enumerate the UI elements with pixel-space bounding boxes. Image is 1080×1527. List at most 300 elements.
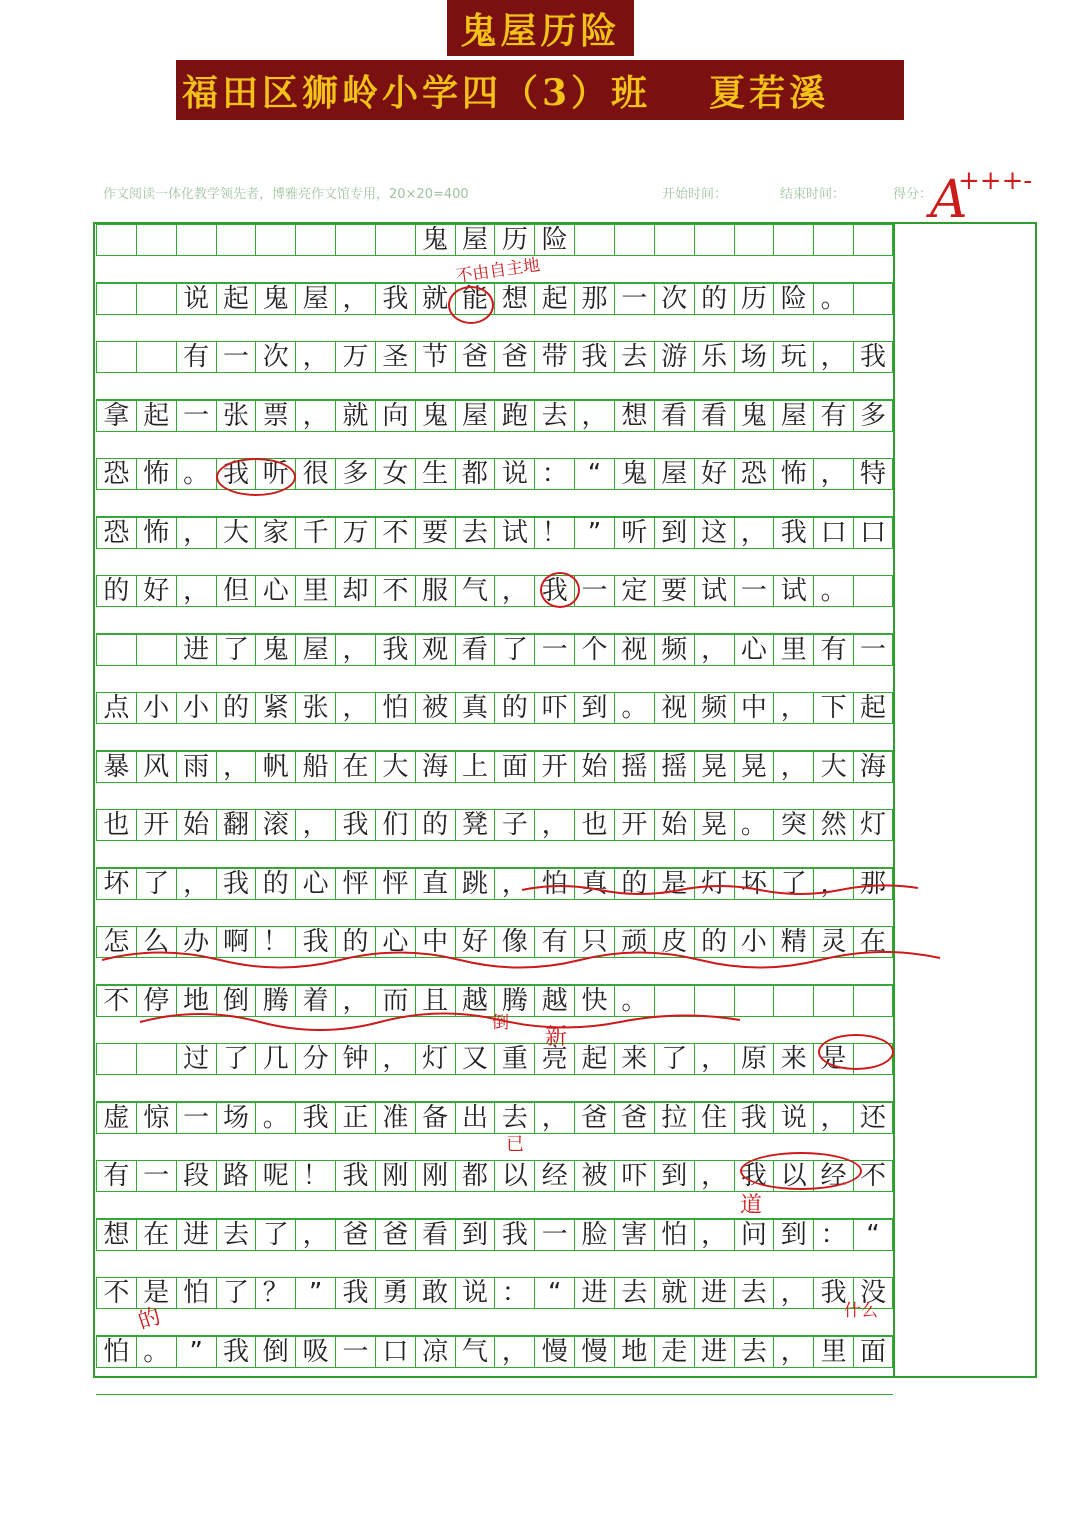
grid-cell: 开 bbox=[136, 809, 176, 841]
grid-cell: 的 bbox=[216, 692, 256, 724]
grid-cell: 有 bbox=[813, 400, 853, 432]
grid-cell: 的 bbox=[494, 692, 534, 724]
essay-line-row bbox=[96, 751, 893, 810]
grid-cell: 一 bbox=[216, 341, 256, 373]
grid-cell: 真 bbox=[455, 692, 495, 724]
grid-cell: 里 bbox=[295, 575, 335, 607]
grid-cell: 有 bbox=[96, 1160, 136, 1192]
grid-cell: 们 bbox=[375, 809, 415, 841]
grid-cell: 是 bbox=[813, 1043, 853, 1075]
grid-cell: 怕 bbox=[534, 868, 574, 900]
grid-cell: 虚 bbox=[96, 1102, 136, 1134]
essay-line-row bbox=[96, 1043, 893, 1102]
grid-cell: 开 bbox=[534, 751, 574, 783]
grid-cell: ， bbox=[295, 1219, 335, 1251]
grid-cell: 试 bbox=[694, 575, 734, 607]
grid-cell: 凉 bbox=[415, 1336, 455, 1368]
grid-cell: ” bbox=[295, 1277, 335, 1309]
grid-cell: 张 bbox=[216, 400, 256, 432]
grid-cell: 了 bbox=[216, 1277, 256, 1309]
grid-cell: 到 bbox=[574, 692, 614, 724]
grid-cell: 害 bbox=[614, 1219, 654, 1251]
praise-wavy-underline bbox=[100, 940, 950, 1040]
grid-cell: 到 bbox=[455, 1219, 495, 1251]
grid-cell bbox=[853, 575, 893, 607]
grid-cell bbox=[136, 283, 176, 315]
grid-cell: ， bbox=[694, 1219, 734, 1251]
grid-cell: 我 bbox=[295, 1102, 335, 1134]
grid-cell: 摇 bbox=[654, 751, 694, 783]
score-label: 得分： bbox=[893, 187, 933, 202]
grid-cell: ” bbox=[574, 517, 614, 549]
sheet-header-left: 作文阅读一体化教学领先者，博雅亮作文馆专用，20×20=400 bbox=[103, 187, 469, 202]
grid-cell: 听 bbox=[614, 517, 654, 549]
grid-cell: 直 bbox=[415, 868, 455, 900]
grid-cell: 。 bbox=[136, 1336, 176, 1368]
grid-cell: 但 bbox=[216, 575, 256, 607]
grid-cell bbox=[96, 341, 136, 373]
grid-cell: 出 bbox=[455, 1102, 495, 1134]
grid-cell: 进 bbox=[176, 1219, 216, 1251]
grid-cell: 口 bbox=[375, 1336, 415, 1368]
grid-cell: 翻 bbox=[216, 809, 256, 841]
grid-cell: ， bbox=[773, 1336, 813, 1368]
insert-note-3: 已 bbox=[506, 1134, 524, 1155]
grid-cell: 说 bbox=[176, 283, 216, 315]
grid-cell: 我 bbox=[734, 1102, 774, 1134]
insert-note-1: 不由自主地 bbox=[454, 255, 542, 287]
grid-cell: 吓 bbox=[614, 1160, 654, 1192]
grid-cell: 有 bbox=[534, 926, 574, 958]
essay-line-row bbox=[96, 692, 893, 751]
grid-cell bbox=[136, 634, 176, 666]
grid-cell: 大 bbox=[813, 751, 853, 783]
grid-cell: 倒 bbox=[216, 985, 256, 1017]
grid-cell: 下 bbox=[813, 692, 853, 724]
grid-cell: 屋 bbox=[773, 400, 813, 432]
grid-cell: 进 bbox=[694, 1336, 734, 1368]
grid-cell: 观 bbox=[415, 634, 455, 666]
grid-cell: ， bbox=[494, 575, 534, 607]
grid-cell: ， bbox=[694, 634, 734, 666]
grid-cell: 。 bbox=[614, 692, 654, 724]
grid-cell: ， bbox=[295, 809, 335, 841]
grid-cell: 频 bbox=[654, 634, 694, 666]
grid-cell: 游 bbox=[654, 341, 694, 373]
essay-line-row bbox=[96, 1277, 893, 1336]
grid-cell: 看 bbox=[694, 400, 734, 432]
grid-cell: ， bbox=[734, 517, 774, 549]
grid-cell: 恐 bbox=[734, 458, 774, 490]
essay-line-row bbox=[96, 400, 893, 459]
grid-cell: 么 bbox=[136, 926, 176, 958]
grid-cell: 心 bbox=[295, 868, 335, 900]
grid-cell: 没 bbox=[853, 1277, 893, 1309]
grid-cell: 风 bbox=[136, 751, 176, 783]
grid-cell bbox=[216, 224, 256, 256]
grid-cell: 灵 bbox=[813, 926, 853, 958]
grid-cell: 进 bbox=[574, 1277, 614, 1309]
grid-cell: 一 bbox=[614, 283, 654, 315]
grid-cell: ， bbox=[574, 400, 614, 432]
grid-cell: 定 bbox=[614, 575, 654, 607]
grid-cell: 。 bbox=[734, 809, 774, 841]
grid-cell: 险 bbox=[773, 283, 813, 315]
grid-cell: 慢 bbox=[534, 1336, 574, 1368]
grid-cell: 小 bbox=[734, 926, 774, 958]
grid-cell: 万 bbox=[335, 517, 375, 549]
grid-cell: 了 bbox=[773, 868, 813, 900]
grid-cell: 皮 bbox=[654, 926, 694, 958]
grid-cell: 带 bbox=[534, 341, 574, 373]
grid-cell: 好 bbox=[694, 458, 734, 490]
grid-cell: 还 bbox=[853, 1102, 893, 1134]
grid-cell: 有 bbox=[813, 634, 853, 666]
grid-cell: 的 bbox=[255, 868, 295, 900]
grid-cell: 吸 bbox=[295, 1336, 335, 1368]
grid-cell bbox=[654, 224, 694, 256]
grid-cell: 到 bbox=[654, 1160, 694, 1192]
grid-cell: 要 bbox=[654, 575, 694, 607]
grid-cell: ， bbox=[813, 1102, 853, 1134]
grid-cell: ！ bbox=[295, 1160, 335, 1192]
grid-cell: 几 bbox=[255, 1043, 295, 1075]
correction-circle bbox=[448, 286, 494, 324]
grid-cell: ， bbox=[534, 809, 574, 841]
grid-cell: 去 bbox=[734, 1336, 774, 1368]
grid-cell bbox=[136, 1043, 176, 1075]
grid-cell: 在 bbox=[136, 1219, 176, 1251]
grid-cell: 以 bbox=[773, 1160, 813, 1192]
grid-cell: 我 bbox=[853, 341, 893, 373]
grid-cell bbox=[335, 224, 375, 256]
grid-cell: 中 bbox=[734, 692, 774, 724]
grid-cell: 里 bbox=[773, 634, 813, 666]
grid-cell: 跑 bbox=[494, 400, 534, 432]
grid-cell: 起 bbox=[534, 283, 574, 315]
grid-cell: 去 bbox=[534, 400, 574, 432]
grid-cell: 只 bbox=[574, 926, 614, 958]
grid-cell: ， bbox=[335, 634, 375, 666]
grid-cell: 有 bbox=[176, 341, 216, 373]
grid-cell: “ bbox=[574, 458, 614, 490]
grid-cell: 了 bbox=[654, 1043, 694, 1075]
grid-cell: 我 bbox=[494, 1219, 534, 1251]
grid-cell: 历 bbox=[734, 283, 774, 315]
grid-cell: 晃 bbox=[734, 751, 774, 783]
grid-cell: 历 bbox=[494, 224, 534, 256]
grid-cell: 真 bbox=[574, 868, 614, 900]
grid-cell: 办 bbox=[176, 926, 216, 958]
grid-cell: 说 bbox=[494, 458, 534, 490]
grid-cell: 气 bbox=[455, 1336, 495, 1368]
grid-cell: 怖 bbox=[136, 517, 176, 549]
grid-cell: 节 bbox=[415, 341, 455, 373]
grid-cell: 腾 bbox=[494, 985, 534, 1017]
essay-line-row bbox=[96, 517, 893, 576]
grid-cell: 里 bbox=[813, 1336, 853, 1368]
grid-cell: ， bbox=[176, 575, 216, 607]
grid-cell: 晃 bbox=[694, 809, 734, 841]
grid-cell: 去 bbox=[455, 517, 495, 549]
grid-cell: 屋 bbox=[654, 458, 694, 490]
grid-cell: 海 bbox=[853, 751, 893, 783]
grid-cell: ， bbox=[494, 1336, 534, 1368]
grid-cell: 。 bbox=[614, 985, 654, 1017]
grid-cell: 上 bbox=[455, 751, 495, 783]
grid-cell: 怕 bbox=[96, 1336, 136, 1368]
grid-cell: 都 bbox=[455, 1160, 495, 1192]
grid-cell: 怦 bbox=[375, 868, 415, 900]
grid-cell: 爸 bbox=[375, 1219, 415, 1251]
grid-cell: 怎 bbox=[96, 926, 136, 958]
grid-cell: 鬼 bbox=[614, 458, 654, 490]
grid-cell: 我 bbox=[216, 458, 256, 490]
grid-cell: 始 bbox=[654, 809, 694, 841]
grid-cell: 多 bbox=[335, 458, 375, 490]
grid-cell: 是 bbox=[654, 868, 694, 900]
grid-cell: 爸 bbox=[335, 1219, 375, 1251]
grid-cell: 路 bbox=[216, 1160, 256, 1192]
grid-cell: 一 bbox=[176, 1102, 216, 1134]
grid-cell: 惊 bbox=[136, 1102, 176, 1134]
grid-cell: 像 bbox=[494, 926, 534, 958]
grid-cell: 去 bbox=[614, 1277, 654, 1309]
grid-cell: 屋 bbox=[295, 634, 335, 666]
end-time-label: 结束时间： bbox=[780, 187, 846, 202]
grid-cell: 刚 bbox=[415, 1160, 455, 1192]
grid-cell: 就 bbox=[654, 1277, 694, 1309]
grid-cell: 进 bbox=[176, 634, 216, 666]
grid-cell: 。 bbox=[176, 458, 216, 490]
grid-cell: 恐 bbox=[96, 517, 136, 549]
grid-cell: ， bbox=[494, 868, 534, 900]
grid-cell: 口 bbox=[853, 517, 893, 549]
grid-cell: 又 bbox=[455, 1043, 495, 1075]
grid-cell: 我 bbox=[216, 1336, 256, 1368]
grid-cell: 玩 bbox=[773, 341, 813, 373]
grid-cell: ， bbox=[694, 1043, 734, 1075]
grid-cell: ， bbox=[295, 400, 335, 432]
grid-cell: 屋 bbox=[295, 283, 335, 315]
grid-cell: 险 bbox=[534, 224, 574, 256]
grid-cell: 鬼 bbox=[415, 400, 455, 432]
grid-cell: 好 bbox=[455, 926, 495, 958]
grid-cell bbox=[136, 224, 176, 256]
grid-cell: 怖 bbox=[773, 458, 813, 490]
grid-cell: 帆 bbox=[255, 751, 295, 783]
grid-cell: 雨 bbox=[176, 751, 216, 783]
grid-cell: 的 bbox=[694, 283, 734, 315]
grid-cell: 船 bbox=[295, 751, 335, 783]
grid-cell: ， bbox=[773, 751, 813, 783]
grid-cell: 刚 bbox=[375, 1160, 415, 1192]
grid-cell: 爸 bbox=[574, 1102, 614, 1134]
grid-cell: 越 bbox=[534, 985, 574, 1017]
grid-cell: 心 bbox=[255, 575, 295, 607]
essay-line-row bbox=[96, 341, 893, 400]
grid-cell: 心 bbox=[734, 634, 774, 666]
grid-cell bbox=[853, 283, 893, 315]
grid-cell: 原 bbox=[734, 1043, 774, 1075]
grid-cell: 听 bbox=[255, 458, 295, 490]
grid-cell: 暴 bbox=[96, 751, 136, 783]
grid-cell bbox=[96, 634, 136, 666]
grid-cell: 经 bbox=[813, 1160, 853, 1192]
grid-cell: 。 bbox=[813, 575, 853, 607]
grid-cell: 张 bbox=[295, 692, 335, 724]
grid-cell: 我 bbox=[375, 634, 415, 666]
grid-cell: 跳 bbox=[455, 868, 495, 900]
grid-cell: ： bbox=[534, 458, 574, 490]
grid-cell: ？ bbox=[255, 1277, 295, 1309]
grid-cell: 准 bbox=[375, 1102, 415, 1134]
grid-cell: 敢 bbox=[415, 1277, 455, 1309]
grid-cell: 勇 bbox=[375, 1277, 415, 1309]
grid-cell: 呢 bbox=[255, 1160, 295, 1192]
grid-cell: 次 bbox=[255, 341, 295, 373]
grid-cell: 不 bbox=[375, 517, 415, 549]
grid-cell: 灯 bbox=[853, 809, 893, 841]
grid-cell: 摇 bbox=[614, 751, 654, 783]
grid-cell: 说 bbox=[455, 1277, 495, 1309]
essay-line-row bbox=[96, 1219, 893, 1278]
grid-cell: ， bbox=[176, 868, 216, 900]
essay-line-row bbox=[96, 458, 893, 517]
grid-cell: 不 bbox=[853, 1160, 893, 1192]
grid-cell bbox=[96, 224, 136, 256]
grid-cell: 在 bbox=[853, 926, 893, 958]
grid-cell: 那 bbox=[853, 868, 893, 900]
grid-cell: 倒 bbox=[255, 1336, 295, 1368]
grid-cell: 腾 bbox=[255, 985, 295, 1017]
grid-cell: 紧 bbox=[255, 692, 295, 724]
grid-cell: 面 bbox=[494, 751, 534, 783]
grid-cell: 去 bbox=[216, 1219, 256, 1251]
grid-cell: 重 bbox=[494, 1043, 534, 1075]
grid-cell: 就 bbox=[335, 400, 375, 432]
grid-cell: 拉 bbox=[654, 1102, 694, 1134]
grid-cell: 分 bbox=[295, 1043, 335, 1075]
grid-cell: 能 bbox=[455, 283, 495, 315]
grid-cell: 的 bbox=[694, 926, 734, 958]
essay-line-row bbox=[96, 283, 893, 342]
grid-cell bbox=[574, 224, 614, 256]
grid-cell: 而 bbox=[375, 985, 415, 1017]
grid-cell: 一 bbox=[534, 634, 574, 666]
grid-cell: ！ bbox=[534, 517, 574, 549]
grid-cell: ， bbox=[216, 751, 256, 783]
grid-cell: 都 bbox=[455, 458, 495, 490]
grid-cell bbox=[96, 283, 136, 315]
grid-cell: 的 bbox=[96, 575, 136, 607]
grid-cell: 拿 bbox=[96, 400, 136, 432]
grid-cell: ！ bbox=[255, 926, 295, 958]
grid-cell: 特 bbox=[853, 458, 893, 490]
grid-cell: “ bbox=[853, 1219, 893, 1251]
grid-cell: 想 bbox=[96, 1219, 136, 1251]
grid-cell: 不 bbox=[96, 985, 136, 1017]
essay-line-row bbox=[96, 1102, 893, 1161]
grid-cell: 怕 bbox=[375, 692, 415, 724]
grid-cell: 小 bbox=[176, 692, 216, 724]
grid-cell: 生 bbox=[415, 458, 455, 490]
grid-cell: 钟 bbox=[335, 1043, 375, 1075]
grid-cell: 的 bbox=[614, 868, 654, 900]
grid-cell: 子 bbox=[494, 809, 534, 841]
grid-cell: 过 bbox=[176, 1043, 216, 1075]
grid-cell: 滚 bbox=[255, 809, 295, 841]
grid-cell: 我 bbox=[335, 809, 375, 841]
school-banner bbox=[176, 60, 904, 120]
grid-cell: 视 bbox=[654, 692, 694, 724]
grid-cell: 一 bbox=[534, 1219, 574, 1251]
grid-cell: 恐 bbox=[96, 458, 136, 490]
grid-cell: 我 bbox=[574, 341, 614, 373]
grid-cell: ， bbox=[773, 692, 813, 724]
grid-cell: 很 bbox=[295, 458, 335, 490]
grid-cell: 我 bbox=[375, 283, 415, 315]
essay-line-row bbox=[96, 634, 893, 693]
correction-circle bbox=[216, 458, 296, 496]
grid-cell: 一 bbox=[136, 1160, 176, 1192]
grid-cell: 看 bbox=[455, 634, 495, 666]
grid-cell: 点 bbox=[96, 692, 136, 724]
grid-cell: ， bbox=[813, 868, 853, 900]
grid-cell: ， bbox=[773, 1277, 813, 1309]
grid-cell: 却 bbox=[335, 575, 375, 607]
grid-cell: 灯 bbox=[694, 868, 734, 900]
grid-cell: 就 bbox=[415, 283, 455, 315]
grid-cell: 大 bbox=[375, 751, 415, 783]
essay-line-row bbox=[96, 809, 893, 868]
grid-cell: 爸 bbox=[455, 341, 495, 373]
grid-cell: 一 bbox=[574, 575, 614, 607]
grid-cell: 大 bbox=[216, 517, 256, 549]
grid-cell: 始 bbox=[176, 809, 216, 841]
grid-cell: 了 bbox=[255, 1219, 295, 1251]
grid-cell: ” bbox=[176, 1336, 216, 1368]
grid-cell: 到 bbox=[654, 517, 694, 549]
start-time-label: 开始时间： bbox=[662, 187, 728, 202]
grid-cell: 问 bbox=[734, 1219, 774, 1251]
praise-wavy-underline bbox=[520, 880, 920, 900]
grid-cell bbox=[773, 224, 813, 256]
grid-cell: 停 bbox=[136, 985, 176, 1017]
grid-cell: 越 bbox=[455, 985, 495, 1017]
grid-cell: 我 bbox=[335, 1277, 375, 1309]
grid-cell: 起 bbox=[136, 400, 176, 432]
grid-cell: 怕 bbox=[176, 1277, 216, 1309]
grid-cell: ， bbox=[375, 1043, 415, 1075]
grid-cell: 服 bbox=[415, 575, 455, 607]
grid-cell bbox=[295, 224, 335, 256]
grid-cell: 在 bbox=[335, 751, 375, 783]
grid-cell: 我 bbox=[295, 926, 335, 958]
grid-cell: ， bbox=[295, 341, 335, 373]
grid-cell: 试 bbox=[494, 517, 534, 549]
grid-cell: ， bbox=[335, 985, 375, 1017]
grid-cell: 凳 bbox=[455, 809, 495, 841]
grid-cell: 我 bbox=[734, 1160, 774, 1192]
grid-cell: 不 bbox=[375, 575, 415, 607]
grade-mark: A bbox=[930, 170, 968, 230]
grid-cell: 段 bbox=[176, 1160, 216, 1192]
grid-cell: 场 bbox=[734, 341, 774, 373]
grid-cell: 女 bbox=[375, 458, 415, 490]
margin-divider bbox=[893, 222, 895, 1378]
grid-cell: 爸 bbox=[614, 1102, 654, 1134]
